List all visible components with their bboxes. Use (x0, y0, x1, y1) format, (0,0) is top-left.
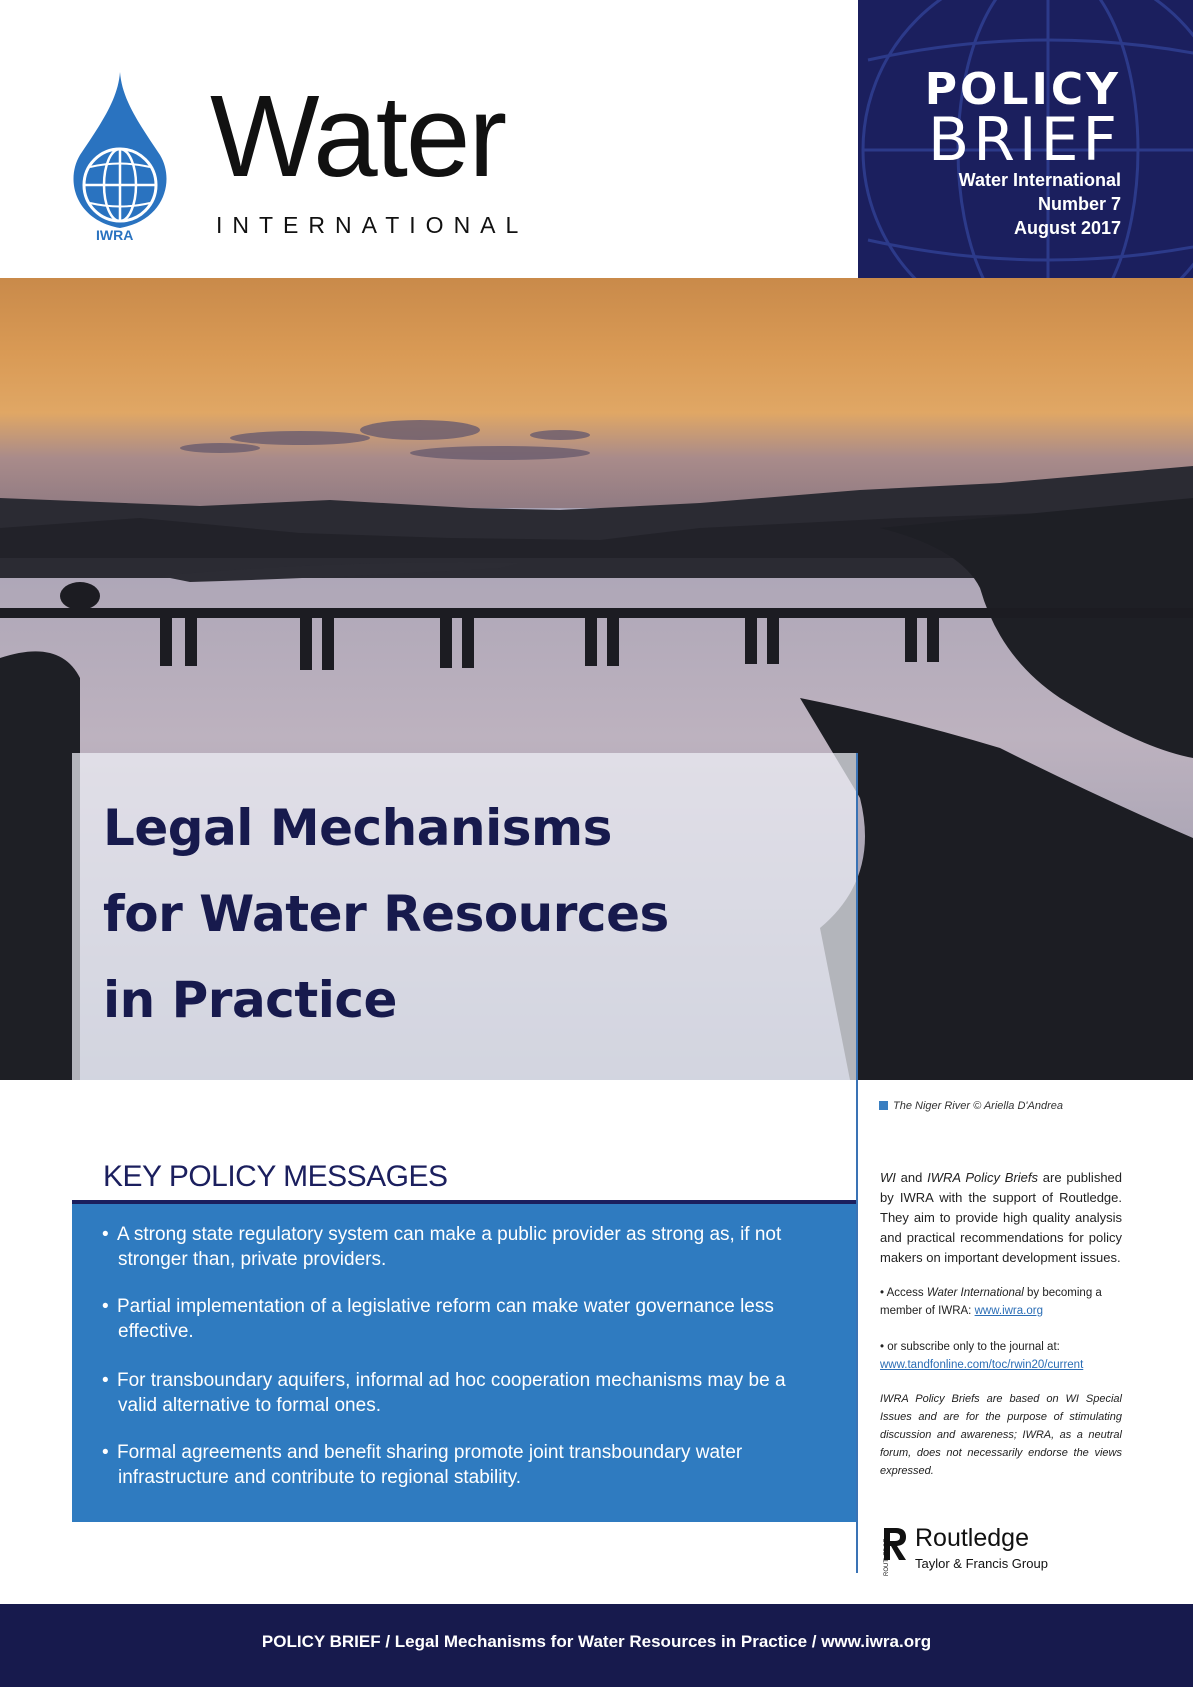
main-title (103, 785, 823, 1043)
column-divider (856, 753, 858, 1573)
main-title-line: in Practice (103, 971, 397, 1029)
brief-brief-label: BRIEF (928, 105, 1121, 175)
key-message-item: • For transboundary aquifers, informal ad hoc cooperation mechanisms may be a valid alternative to formal ones. (102, 1370, 786, 1416)
bullet-icon: • (880, 1341, 888, 1353)
journal-link[interactable]: www.tandfonline.com/toc/rwin20/current (880, 1359, 1084, 1371)
brief-date: August 2017 (1013, 218, 1121, 238)
main-title-line: Legal Mechanisms (103, 799, 612, 857)
key-message-item: • A strong state regulatory system can make a public provider as strong as, if not stronger than, private providers. (102, 1224, 782, 1270)
brief-number: Number 7 (1037, 194, 1121, 214)
bullet-icon: • (102, 1296, 109, 1317)
publisher-group: Taylor & Francis Group (915, 1556, 1048, 1571)
routledge-icon (880, 1524, 910, 1576)
key-messages-box (72, 1204, 856, 1522)
policy-brief-box (858, 0, 1193, 278)
main-title-line: for Water Resources (103, 885, 669, 943)
bullet-icon: • (880, 1287, 887, 1299)
bullet-icon: • (102, 1224, 109, 1245)
sidebar-intro: WI and IWRA Policy Briefs are published by IWRA with the support of Routledge. They aim to provide high quality analysis and practical recommendations for policy makers on important development issues. (880, 1170, 1123, 1265)
routledge-logo (880, 1524, 1080, 1576)
sidebar-access: • Access Water International by becoming a member of IWRA: www.iwra.org (880, 1287, 1102, 1317)
key-messages-heading: KEY POLICY MESSAGES (103, 1160, 448, 1193)
photo-caption (879, 1100, 1063, 1112)
key-message-item: • Formal agreements and benefit sharing promote joint transboundary water infrastructure and contribute to regional stability. (102, 1442, 743, 1488)
iwra-logo (70, 70, 180, 240)
brief-policy-label: POLICY (924, 64, 1121, 115)
brief-journal: Water International (958, 170, 1121, 190)
caption-text: The Niger River © Ariella D'Andrea (893, 1100, 1063, 1112)
footer-text: POLICY BRIEF / Legal Mechanisms for Water Resources in Practice / www.iwra.org (261, 1632, 932, 1651)
journal-title: Water (210, 71, 506, 201)
bullet-icon: • (102, 1370, 109, 1391)
sidebar-subscribe: • or subscribe only to the journal at: www.tandfonline.com/toc/rwin20/current (880, 1341, 1084, 1371)
footer-bar (0, 1604, 1193, 1687)
key-message-item: • Partial implementation of a legislative reform can make water governance less effective. (102, 1296, 774, 1342)
caption-square-icon (879, 1101, 888, 1110)
iwra-link[interactable]: www.iwra.org (974, 1305, 1043, 1317)
journal-subtitle: INTERNATIONAL (216, 212, 529, 238)
bullet-icon: • (102, 1442, 109, 1463)
routledge-vertical-text: ROUTLEDGE (884, 1538, 890, 1576)
iwra-badge-text: IWRA (96, 227, 134, 240)
sidebar-disclaimer: IWRA Policy Briefs are based on WI Special Issues and are for the purpose of stimulating discussion and awareness; IWRA, as a neutral forum, does not necessarily endorse the views expressed. (880, 1393, 1122, 1477)
publisher-name: Routledge (915, 1524, 1029, 1552)
